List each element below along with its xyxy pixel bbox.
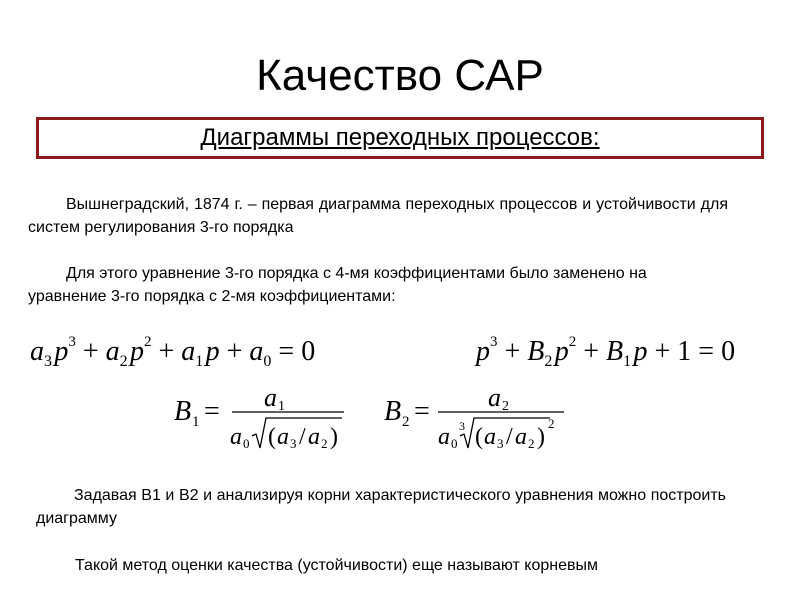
svg-text:/: / (299, 424, 306, 450)
svg-text:1: 1 (192, 414, 200, 430)
svg-text:=: = (414, 396, 430, 427)
equation-normalized: $p^3 + B_2$ $p^2 + B_1$ p + 1 = 0 (476, 334, 736, 370)
subtitle-box (36, 117, 764, 159)
formula-b1 (174, 383, 344, 451)
svg-text:/: / (506, 424, 513, 450)
svg-text:a: a (277, 424, 289, 450)
slide-title: Качество САР (256, 51, 544, 100)
svg-text:): ) (537, 424, 545, 450)
svg-text:2: 2 (528, 436, 535, 451)
svg-text:2: 2 (548, 416, 555, 431)
svg-text:=: = (204, 396, 220, 427)
paragraph-root-method: Такой метод оценки качества (устойчивости) еще называют корневым (75, 557, 599, 574)
paragraph-vyshnegradsky: Вышнеградский, 1874 г. – первая диаграмма переходных процессов и устойчивости для систем регулирования 3-го порядка (28, 196, 728, 236)
paragraph-diagram-construction: Задавая В1 и В2 и анализируя корни характеристического уравнения можно построить диаграмму (36, 487, 726, 527)
svg-text:a: a (230, 424, 242, 450)
svg-text:2: 2 (502, 399, 509, 414)
svg-text:): ) (330, 424, 338, 450)
equation-original: $a_3$ $p^3 + a_2$ $p^2 + a_1$ $p + a_0 = 0$ (30, 334, 316, 370)
svg-text:3: 3 (459, 419, 465, 433)
svg-text:2: 2 (402, 414, 410, 430)
svg-text:B: B (384, 396, 402, 427)
svg-text:(: ( (475, 424, 483, 450)
svg-text:(: ( (268, 424, 276, 450)
svg-text:0: 0 (243, 436, 250, 451)
svg-text:3: 3 (497, 436, 504, 451)
svg-text:B: B (174, 396, 192, 427)
paragraph-equation-replacement: Для этого уравнение 3-го порядка с 4-мя коэффициентами было заменено на уравнение 3-го порядка с 2-мя коэффициентами: (28, 265, 647, 305)
svg-text:1: 1 (278, 399, 285, 414)
svg-text:3: 3 (290, 436, 297, 451)
svg-text:a: a (488, 383, 501, 412)
svg-text:2: 2 (321, 436, 328, 451)
svg-text:a: a (438, 424, 450, 450)
svg-text:0: 0 (451, 436, 458, 451)
svg-text:a: a (264, 383, 277, 412)
svg-text:a: a (515, 424, 527, 450)
coefficient-formulas (170, 378, 590, 458)
subtitle-text: Диаграммы переходных процессов: (200, 124, 600, 151)
formula-b2 (384, 383, 564, 451)
svg-text:a: a (484, 424, 496, 450)
svg-text:a: a (308, 424, 320, 450)
